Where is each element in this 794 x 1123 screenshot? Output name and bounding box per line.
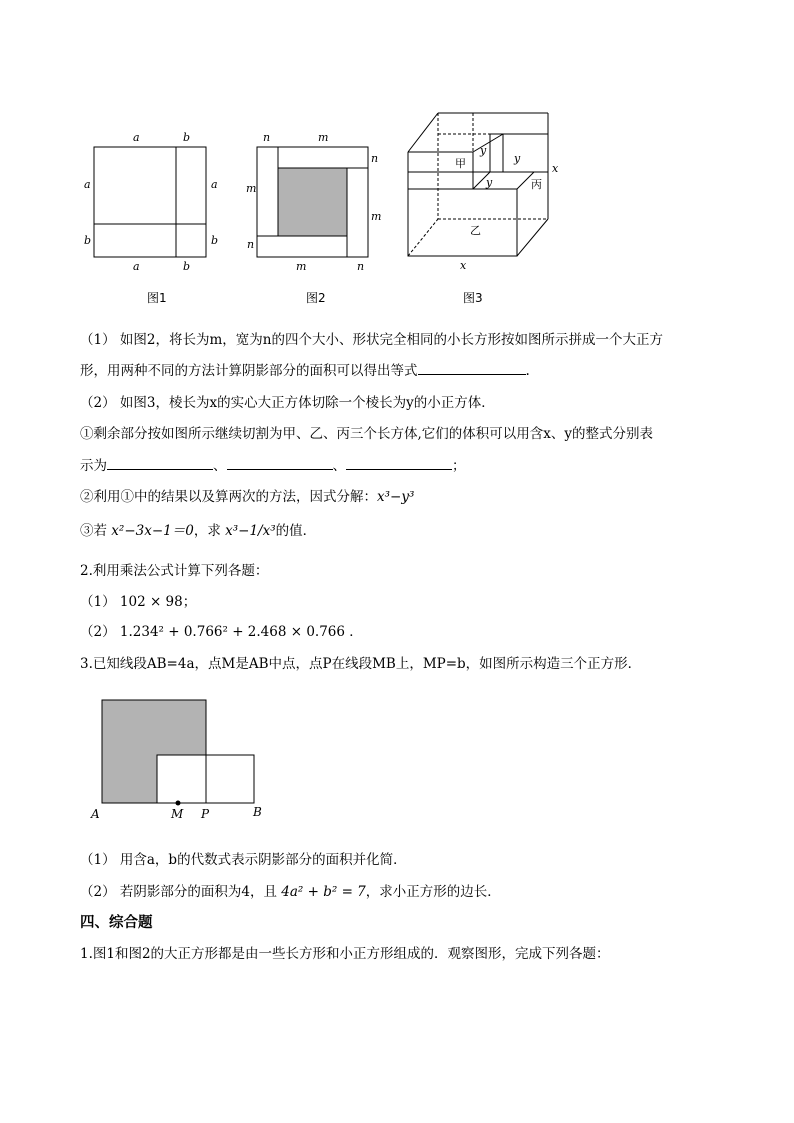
fig3-label-y-2: y <box>514 152 521 165</box>
answer-blank-jia[interactable] <box>107 455 213 470</box>
seg-label-m: M <box>171 807 184 821</box>
fig3-label-y-1: y <box>480 144 487 157</box>
q1-part2-sub3-line <box>80 521 316 541</box>
fig2-label-n-bottom: n <box>357 260 365 273</box>
fig2-shaded-square <box>278 168 347 236</box>
q1-part2-sub2-text: ②利用①中的结果以及算两次的方法，因式分解： <box>80 489 377 505</box>
blank-separator-2: 、 <box>332 458 346 474</box>
q1-part1-line2-end: . <box>525 363 530 379</box>
figure-1 <box>94 147 206 257</box>
q3-part1: （1） 用含a，b的代数式表示阴影部分的面积并化简． <box>80 852 407 868</box>
fig3-hidden-diag <box>408 219 438 256</box>
figure-2 <box>257 147 368 257</box>
answer-blank-bing[interactable] <box>346 455 452 470</box>
q1-part2-sub2-expression: x³−y³ <box>377 489 415 505</box>
fig1-label-a-top: a <box>133 131 140 144</box>
section4-q1: 1.图1和图2的大正方形都是由一些长方形和小正方形组成的．观察图形，完成下列各题： <box>80 946 610 962</box>
fig3-label-bing: 丙 <box>531 178 542 191</box>
fig1-caption: 图1 <box>147 291 167 305</box>
fig3-label-yi: 乙 <box>470 224 481 237</box>
fig3-top-left-edge <box>408 113 438 152</box>
fig1-label-b-top: b <box>183 131 191 144</box>
q1-part2-sub3-target: x³−1/x³ <box>225 523 276 539</box>
q1-part2-sub1-line1: ①剩余部分按如图所示继续切割为甲、乙、丙三个长方体,它们的体积可以用含x、y的整式分别表 <box>80 426 654 442</box>
fig3-label-y-3: y <box>486 176 493 189</box>
fig1-label-b-bottom: b <box>183 260 191 273</box>
seg-point-m <box>176 801 181 806</box>
q2-title: 2.利用乘法公式计算下列各题： <box>80 563 269 579</box>
q1-part2-sub3-condition: x²−3x−1＝0 <box>111 523 194 539</box>
fig2-label-n-top: n <box>263 131 271 144</box>
fig1-label-a-right: a <box>211 178 218 191</box>
fig3-label-x-right: x <box>552 162 559 175</box>
q1-part2-sub1-line2 <box>80 455 466 476</box>
fig3-caption: 图3 <box>463 291 483 305</box>
seg-label-a: A <box>91 807 100 821</box>
fig1-label-a-bottom: a <box>133 260 140 273</box>
fig2-label-n-right: n <box>371 152 379 165</box>
q1-part2-line: （2） 如图3，棱长为x的实心大正方体切除一个棱长为y的小正方体． <box>80 395 495 411</box>
fig3-label-x-bottom: x <box>460 259 467 272</box>
q1-part2-sub3-end: 的值． <box>275 523 317 539</box>
fig2-label-m-bottom: m <box>296 260 307 273</box>
fig2-label-m-left: m <box>246 182 257 195</box>
answer-blank-equation[interactable] <box>418 360 526 375</box>
fig1-label-b-left: b <box>84 234 92 247</box>
q3-part2-end: ，求小正方形的边长． <box>365 884 501 900</box>
fig1-label-a-left: a <box>84 178 91 191</box>
q1-part2-sub3-if: ③若 <box>80 523 107 539</box>
answer-blank-yi[interactable] <box>227 455 333 470</box>
q3-title: 3.已知线段AB=4a，点M是AB中点，点P在线段MB上，MP=b，如图所示构造三个正方形． <box>80 656 642 672</box>
q1-part2-sub2-line <box>80 487 414 507</box>
q3-part2-text: （2） 若阴影部分的面积为4，且 <box>80 884 277 900</box>
section-heading-4: 四、综合题 <box>80 915 153 931</box>
seg-large-square <box>102 700 206 803</box>
blank-end: ； <box>452 458 466 474</box>
q2-part2-num: （2） <box>80 624 116 640</box>
seg-small-square-right <box>206 755 254 803</box>
fig3-jia-top-right <box>473 134 503 152</box>
q1-part2-sub1-prefix: 示为 <box>80 458 107 474</box>
fig2-caption: 图2 <box>306 291 326 305</box>
fig1-outer-square <box>94 147 206 257</box>
seg-label-p: P <box>201 807 210 821</box>
q1-part1-line1: （1） 如图2，将长为m，宽为n的四个大小、形状完全相同的小长方形按如图所示拼成一个大正方 <box>80 332 663 348</box>
q1-part2-sub3-find: ，求 <box>193 523 221 539</box>
q3-part2 <box>80 882 501 902</box>
q2-part2-expression: 1.234² + 0.766² + 2.468 × 0.766 ． <box>119 624 363 640</box>
q1-part1-line2 <box>80 360 530 381</box>
top-figures <box>0 0 794 330</box>
q3-part2-condition: 4a² + b² = 7 <box>281 884 366 900</box>
q2-part1-expression: 102 × 98； <box>119 594 197 610</box>
fig3-label-jia: 甲 <box>455 157 466 170</box>
fig3-bottom-right-edge <box>517 219 548 256</box>
q2-part1 <box>80 592 196 612</box>
seg-label-b: B <box>253 805 262 819</box>
q2-part1-num: （1） <box>80 594 116 610</box>
seg-small-square-left <box>157 755 206 803</box>
q1-part1-line2-text: 形，用两种不同的方法计算阴影部分的面积可以得出等式 <box>80 363 418 379</box>
fig1-label-b-right: b <box>211 234 219 247</box>
fig2-label-m-right: m <box>371 210 382 223</box>
fig2-label-m-top: m <box>318 131 329 144</box>
fig2-label-n-left: n <box>247 238 255 251</box>
q2-part2 <box>80 622 363 642</box>
blank-separator-1: 、 <box>213 458 227 474</box>
